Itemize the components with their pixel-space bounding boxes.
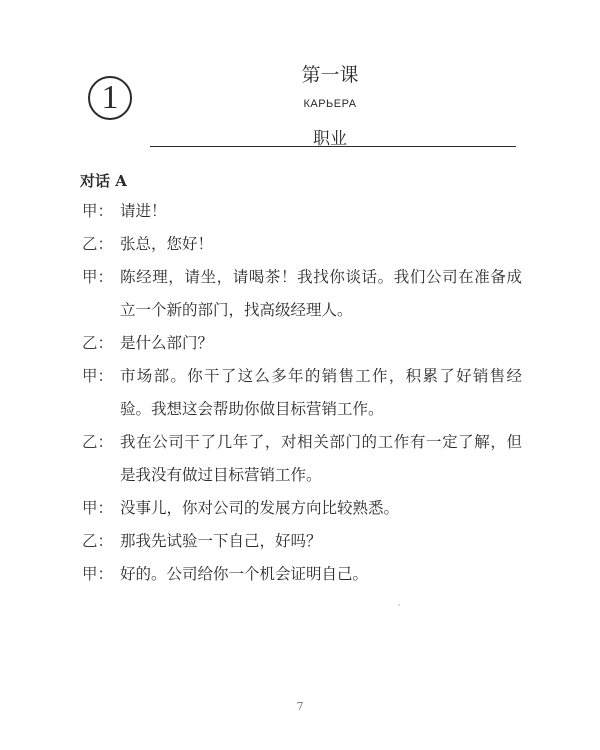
lesson-subtitle-chinese: 职业: [313, 129, 347, 149]
dialogue-text: 好的。公司给你一个机会证明自己。: [120, 565, 369, 583]
speaker-label: 乙：: [82, 235, 114, 253]
lesson-number-badge: 1: [88, 76, 132, 120]
dialogue-text: 是什么部门？: [120, 334, 214, 352]
dialogue-list: [82, 195, 522, 591]
speaker-label: 乙：: [82, 334, 114, 352]
speaker-label: 乙：: [82, 433, 114, 451]
dialogue-heading: 对话 A: [80, 172, 127, 190]
speaker-label: 甲：: [82, 268, 114, 286]
dialogue-line: [82, 228, 522, 261]
title-divider: [150, 146, 516, 147]
speaker-label: 甲：: [82, 367, 114, 385]
dialogue-text: 陈经理，请坐，请喝茶！我找你谈话。我们公司在准备成立一个新的部门，找高级经理人。: [120, 268, 522, 319]
speaker-label: 甲：: [82, 565, 114, 583]
dialogue-text: 市场部。你干了这么多年的销售工作，积累了好销售经验。我想这会帮助你做目标营销工作。: [120, 367, 522, 418]
dialogue-line: [82, 525, 522, 558]
page-number: 7: [296, 700, 304, 713]
lesson-title: 第一课: [301, 64, 359, 86]
lesson-subtitle-russian: КАРЬЕРА: [303, 98, 357, 110]
dialogue-line: [82, 327, 522, 360]
dialogue-text: 那我先试验一下自己，好吗？: [120, 532, 322, 550]
dialogue-line: [82, 558, 522, 591]
dialogue-text: 没事儿，你对公司的发展方向比较熟悉。: [120, 499, 400, 517]
dialogue-line: [82, 360, 522, 426]
dialogue-line: [82, 492, 522, 525]
dialogue-line: [82, 261, 522, 327]
speaker-label: 甲：: [82, 202, 114, 220]
dialogue-line: [82, 426, 522, 492]
speaker-label: 乙：: [82, 532, 114, 550]
dialogue-text: 请进！: [120, 202, 167, 220]
speaker-label: 甲：: [82, 499, 114, 517]
dialogue-line: [82, 195, 522, 228]
dialogue-text: 我在公司干了几年了，对相关部门的工作有一定了解，但是我没有做过目标营销工作。: [120, 433, 522, 484]
dialogue-text: 张总，您好！: [120, 235, 214, 253]
scan-speck: [398, 604, 400, 606]
